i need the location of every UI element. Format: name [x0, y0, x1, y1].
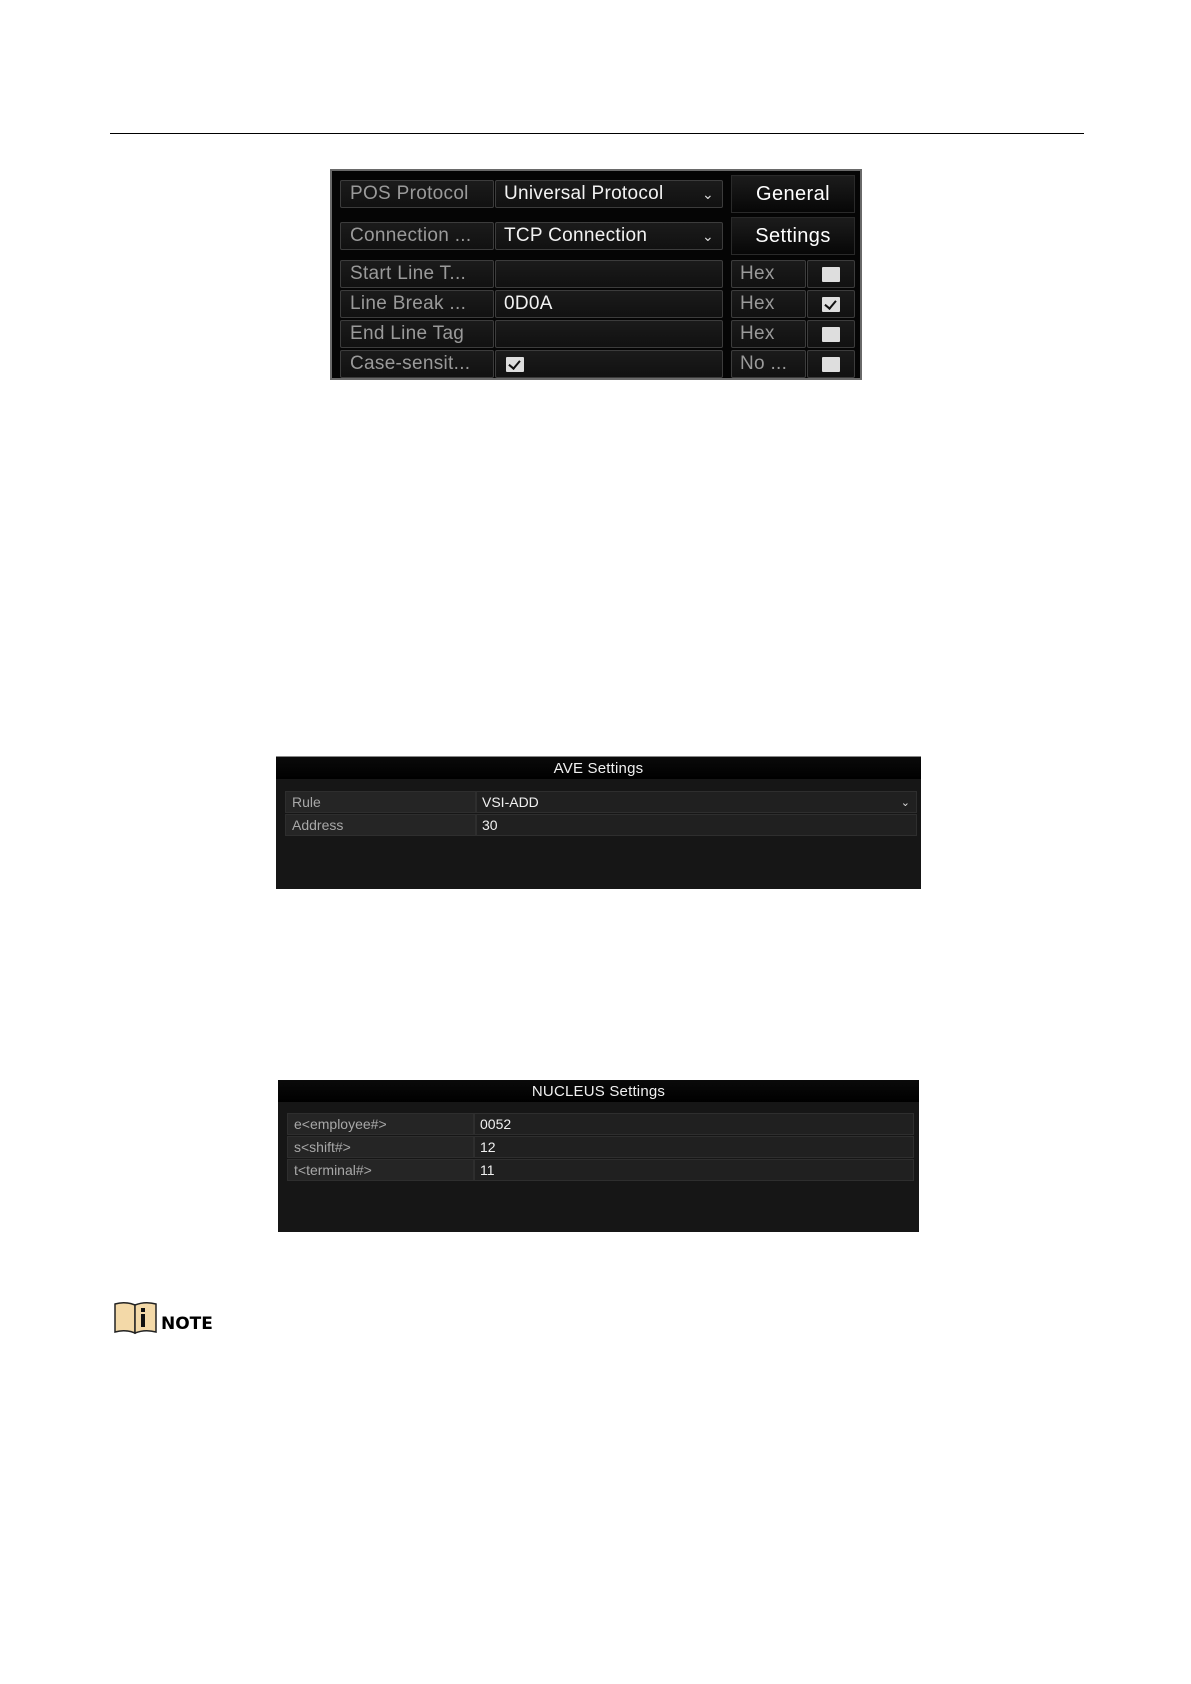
pos-protocol-value: Universal Protocol — [504, 183, 664, 204]
line-break-hex-checkbox[interactable] — [822, 297, 840, 312]
chevron-down-icon: ⌄ — [701, 185, 714, 202]
start-line-hex-label: Hex — [731, 260, 806, 288]
ave-settings-window — [276, 756, 921, 889]
case-sensitive-cell — [495, 350, 723, 378]
chevron-down-icon: ⌄ — [701, 227, 714, 244]
general-button[interactable]: General — [731, 175, 855, 213]
chevron-down-icon: ⌄ — [900, 796, 910, 809]
connection-label: Connection ... — [340, 222, 494, 250]
ave-rule-select[interactable] — [476, 791, 917, 813]
nucleus-terminal-input[interactable]: 11 — [474, 1159, 914, 1181]
ave-rule-row — [285, 791, 917, 813]
end-line-hex-checkbox[interactable] — [822, 327, 840, 342]
nucleus-employee-row — [287, 1113, 914, 1135]
end-line-hex-label: Hex — [731, 320, 806, 348]
nucleus-settings-title: NUCLEUS Settings — [278, 1080, 919, 1102]
nucleus-employee-label: e<employee#> — [287, 1113, 474, 1135]
pos-protocol-select[interactable] — [495, 180, 723, 208]
ave-rule-value: VSI-ADD — [482, 794, 539, 810]
nucleus-settings-window — [278, 1080, 919, 1232]
ave-address-label: Address — [285, 814, 476, 836]
connection-value: TCP Connection — [504, 225, 648, 246]
no-option-cell — [807, 350, 855, 378]
note-label: NOTE — [161, 1314, 213, 1334]
line-break-input[interactable]: 0D0A — [495, 290, 723, 318]
case-sensitive-label: Case-sensit... — [340, 350, 494, 378]
line-break-hex-label: Hex — [731, 290, 806, 318]
header-rule — [110, 133, 1084, 134]
settings-button[interactable]: Settings — [731, 217, 855, 255]
end-line-tag-label: End Line Tag — [340, 320, 494, 348]
end-line-tag-input[interactable] — [495, 320, 723, 348]
start-line-hex-cell — [807, 260, 855, 288]
ave-rule-label: Rule — [285, 791, 476, 813]
nucleus-shift-label: s<shift#> — [287, 1136, 474, 1158]
nucleus-shift-input[interactable]: 12 — [474, 1136, 914, 1158]
nucleus-employee-input[interactable]: 0052 — [474, 1113, 914, 1135]
line-break-label: Line Break ... — [340, 290, 494, 318]
nucleus-shift-row — [287, 1136, 914, 1158]
start-line-tag-label: Start Line T... — [340, 260, 494, 288]
nucleus-terminal-row — [287, 1159, 914, 1181]
ave-settings-title: AVE Settings — [276, 757, 921, 779]
case-sensitive-checkbox[interactable] — [506, 357, 524, 372]
ave-address-row — [285, 814, 917, 836]
start-line-tag-input[interactable] — [495, 260, 723, 288]
end-line-hex-cell — [807, 320, 855, 348]
info-book-icon — [113, 1300, 159, 1336]
line-break-hex-cell — [807, 290, 855, 318]
pos-settings-panel — [330, 169, 862, 380]
no-option-label: No ... — [731, 350, 806, 378]
start-line-hex-checkbox[interactable] — [822, 267, 840, 282]
ave-address-input[interactable]: 30 — [476, 814, 917, 836]
note-callout — [113, 1300, 213, 1336]
nucleus-terminal-label: t<terminal#> — [287, 1159, 474, 1181]
connection-select[interactable] — [495, 222, 723, 250]
no-option-checkbox[interactable] — [822, 357, 840, 372]
pos-protocol-label: POS Protocol — [340, 180, 494, 208]
